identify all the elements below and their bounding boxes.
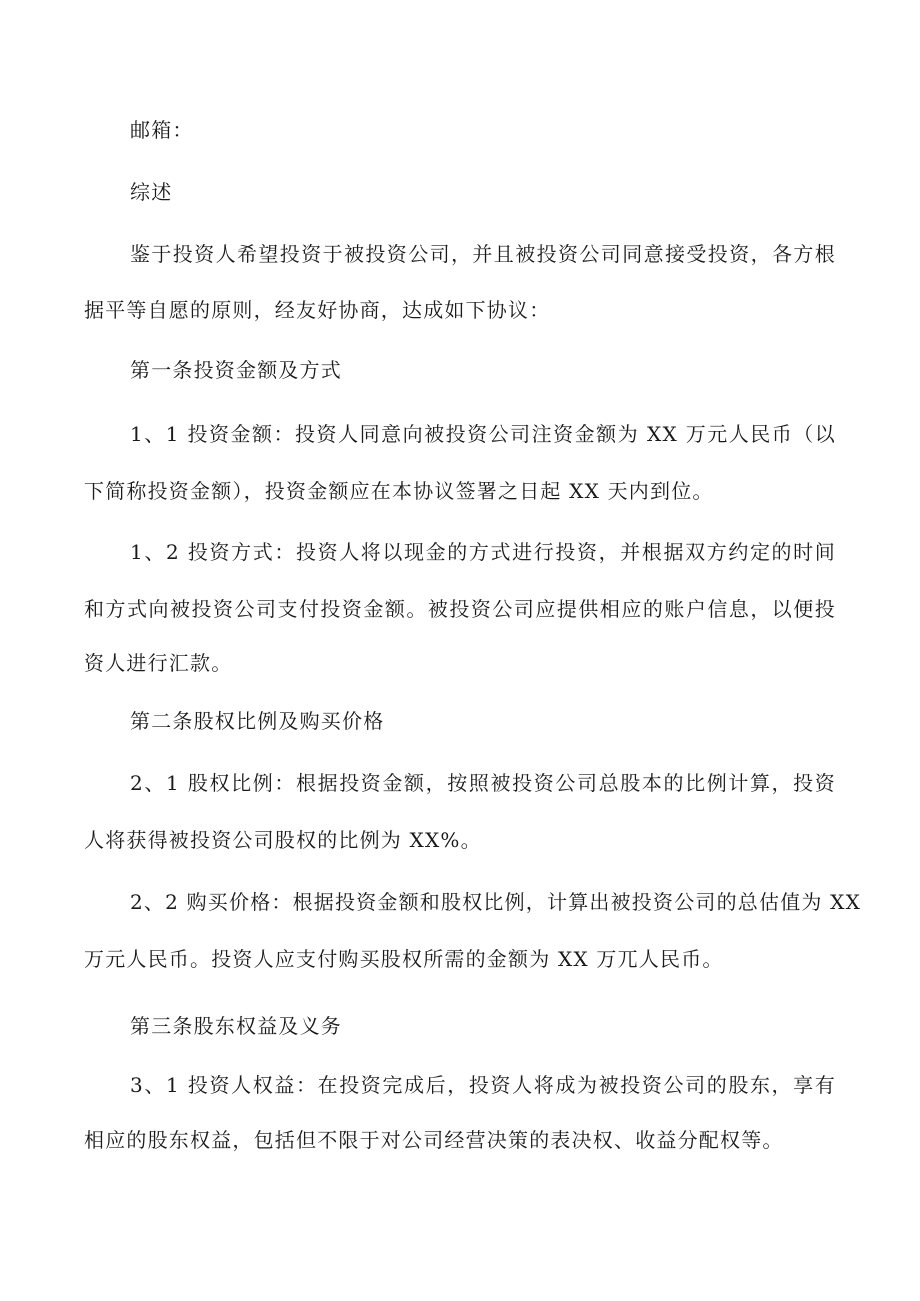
article3-heading: 第三条股东权益及义务: [130, 1014, 342, 1038]
intro-line-2: 据平等自愿的原则，经友好协商，达成如下协议：: [84, 298, 551, 322]
clause-2-1-line-2: 人将获得被投资公司股权的比例为 XX%。: [84, 828, 482, 852]
article2-heading: 第二条股权比例及购买价格: [130, 709, 385, 733]
clause-1-2-line-2: 和方式向被投资公司支付投资金额。被投资公司应提供相应的账户信息，以便投: [84, 597, 836, 621]
clause-3-1-line-1: 3、1 投资人权益：在投资完成后，投资人将成为被投资公司的股东，享有: [130, 1073, 836, 1097]
overview-heading: 综述: [130, 180, 173, 204]
clause-2-1-line-1: 2、1 股权比例：根据投资金额，按照被投资公司总股本的比例计算，投资: [130, 771, 836, 795]
article1-heading: 第一条投资金额及方式: [130, 358, 342, 382]
clause-1-1-line-2: 下简称投资金额），投资金额应在本协议签署之日起 XX 天内到位。: [84, 479, 714, 503]
clause-3-1-line-2: 相应的股东权益，包括但不限于对公司经营决策的表决权、收益分配权等。: [84, 1128, 784, 1152]
clause-1-1-line-1: 1、1 投资金额：投资人同意向被投资公司注资金额为 XX 万元人民币（以: [130, 422, 836, 446]
intro-line-1: 鉴于投资人希望投资于被投资公司，并且被投资公司同意接受投资，各方根: [130, 242, 836, 266]
clause-1-2-line-1: 1、2 投资方式：投资人将以现金的方式进行投资，并根据双方约定的时间: [130, 540, 836, 564]
email-label: 邮箱：: [130, 118, 194, 142]
clause-1-2-line-3: 资人进行汇款。: [84, 651, 233, 675]
clause-2-2-line-1: 2、2 购买价格：根据投资金额和股权比例，计算出被投资公司的总估值为 XX: [130, 890, 862, 914]
clause-2-2-line-2: 万元人民币。投资人应支付购买股权所需的金额为 XX 万兀人民币。: [84, 947, 724, 971]
